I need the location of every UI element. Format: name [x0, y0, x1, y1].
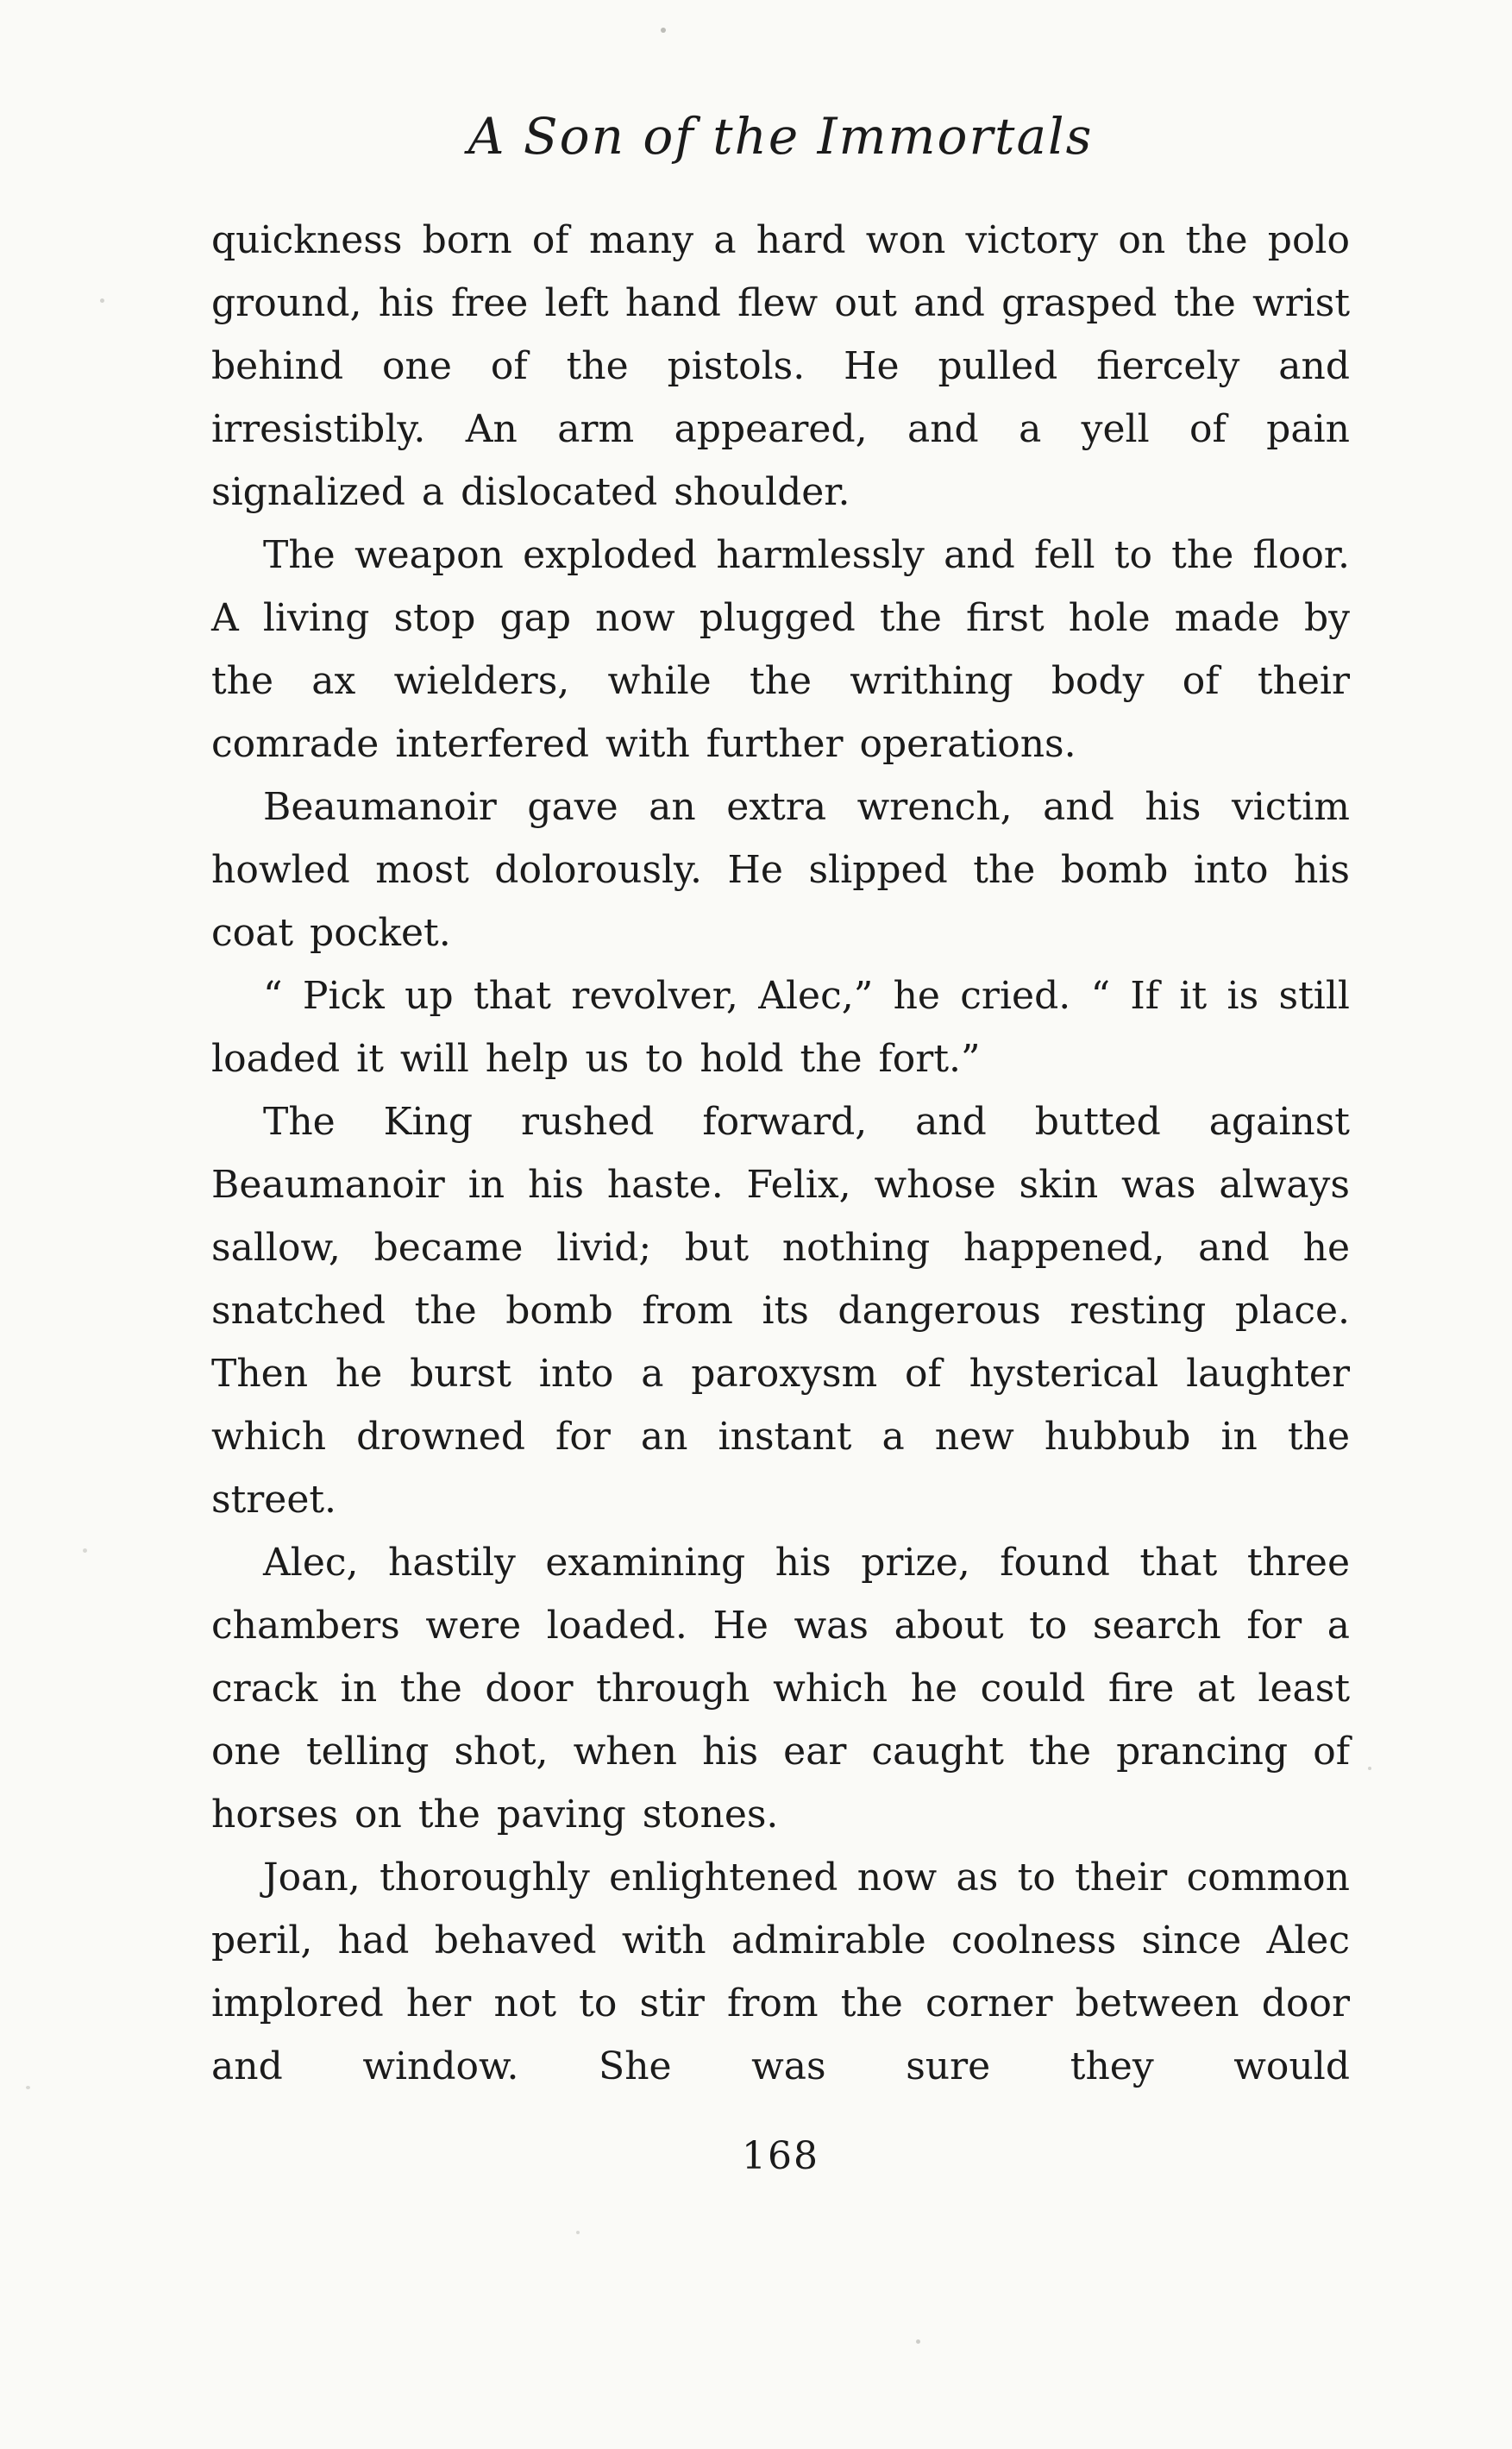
scan-speckle — [916, 2339, 920, 2344]
running-title: A Son of the Immortals — [467, 107, 1094, 166]
scan-speckle — [576, 2231, 580, 2234]
page-number: 168 — [742, 2134, 819, 2178]
paragraph: Alec, hastily examining his prize, found that three chambers were loaded. He was about to search for a crack in the door through which he could fire at least one telling shot, when his ear caught the prancing of horses on the paving stones. — [211, 1541, 1350, 1837]
paragraph: quickness born of many a hard won victory on the polo ground, his free left hand flew out and grasped the wrist behind one of the pistols. He pulled fiercely and irresistibly. An arm appeared, and a yell of pain signalized a dislocated shoulder. — [211, 218, 1350, 514]
paragraph: Beaumanoir gave an extra wrench, and his victim howled most dolorously. He slipped the bomb into his coat pocket. — [211, 785, 1350, 955]
page-body — [211, 209, 1350, 2098]
scan-speckle — [26, 2086, 30, 2089]
paragraph: Joan, thoroughly enlightened now as to their common peril, had behaved with admirable coolness since Alec implored her not to stir from the corner between door and window. She was sure they would — [211, 1856, 1350, 2088]
text-column — [211, 0, 1350, 2178]
paragraph: The King rushed forward, and butted against Beaumanoir in his haste. Felix, whose skin was always sallow, became livid; but nothing happened, and he snatched the bomb from its dangerous resting place. Then he burst into a paroxysm of hysterical laughter which drowned for an instant a new hubbub in the street. — [211, 1100, 1350, 1522]
scan-speckle — [100, 298, 104, 303]
paragraph: The weapon exploded harmlessly and fell to the floor. A living stop gap now plugged the first hole made by the ax wielders, while the writhing body of their comrade interfered with further operations. — [211, 533, 1350, 766]
scan-speckle — [1368, 1767, 1371, 1770]
scan-speckle — [83, 1548, 87, 1553]
paragraph: “ Pick up that revolver, Alec,” he cried. “ If it is still loaded it will help us to hold the fort.” — [211, 974, 1350, 1081]
